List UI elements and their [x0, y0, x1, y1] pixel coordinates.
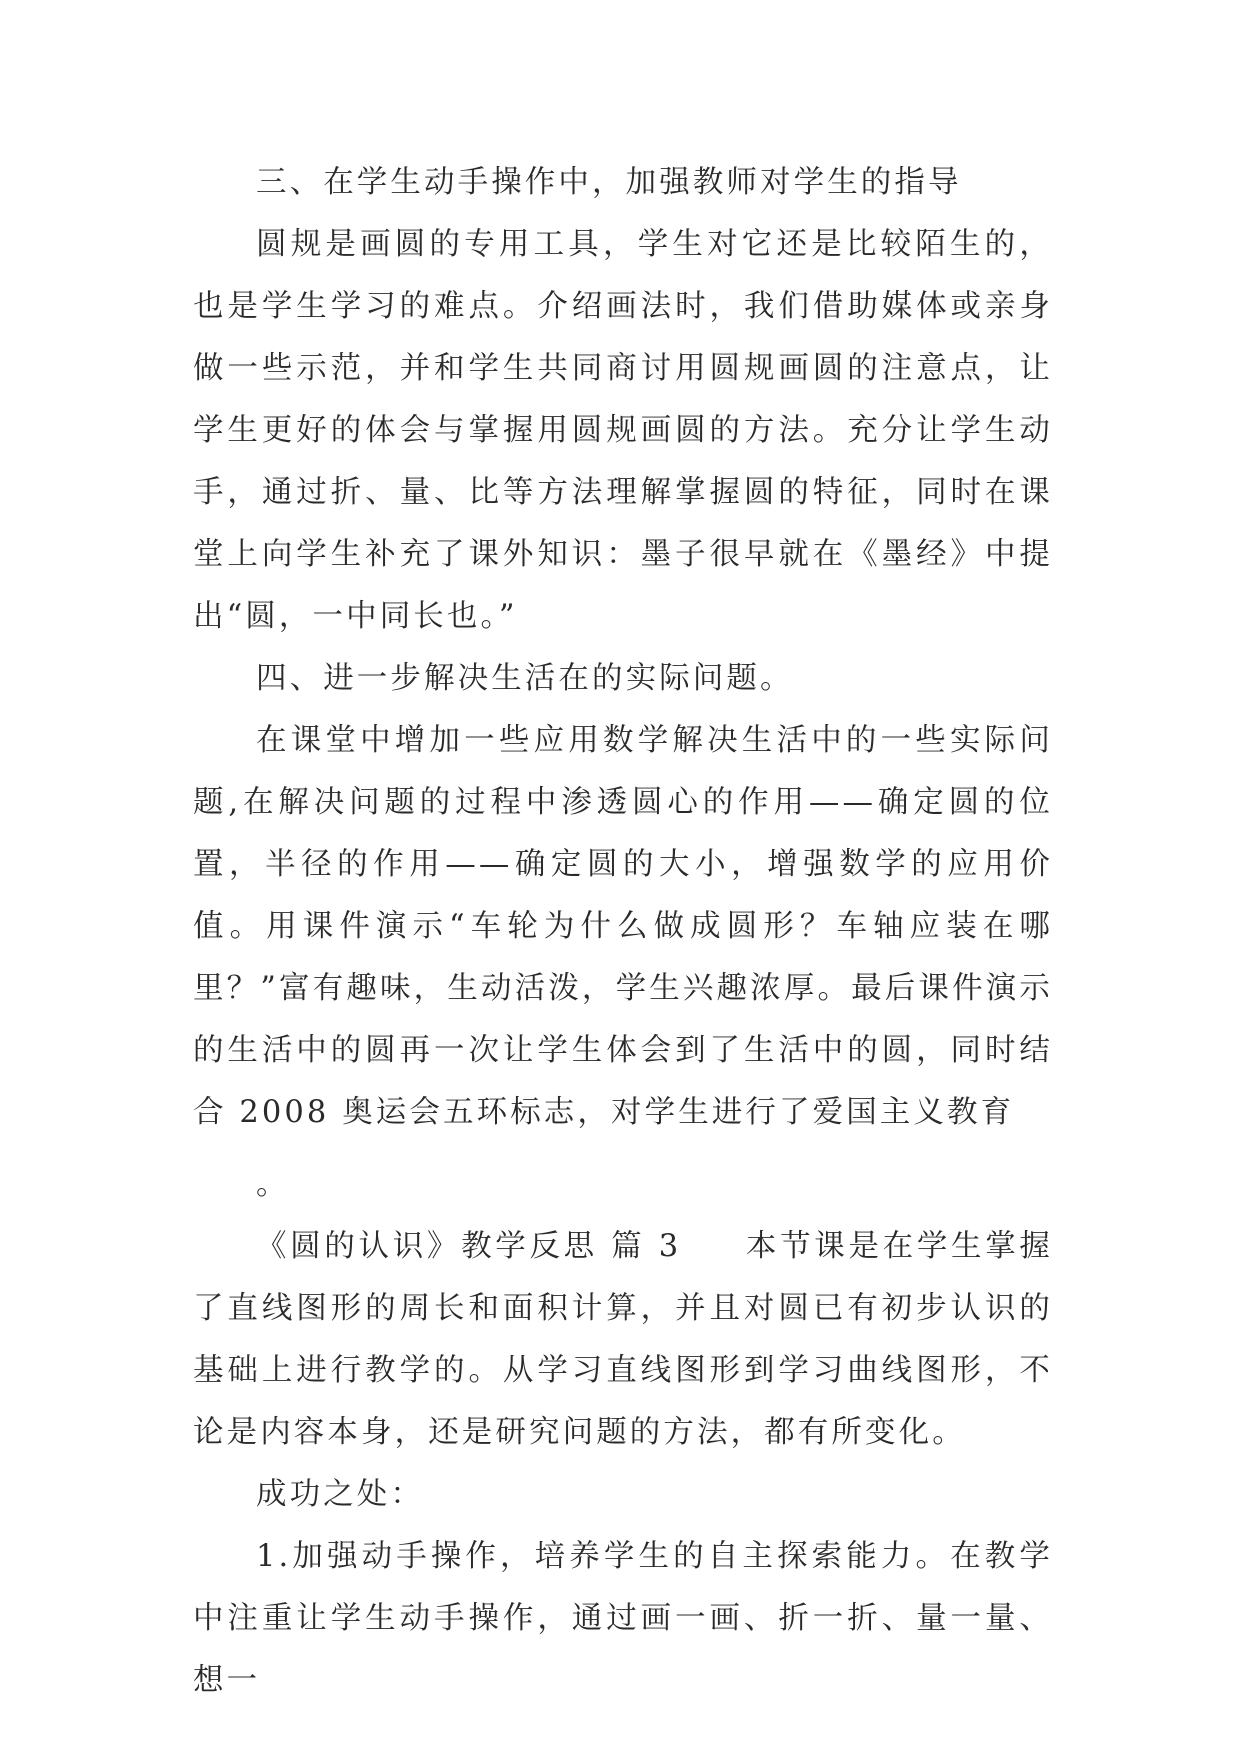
heading-section-four: 四、进一步解决生活在的实际问题。 — [256, 661, 794, 696]
point-one: 1.加强动手操作，培养学生的自主探索能力。在教学中注重让学生动手操作，通过画一画、折一折、量一量、想一 — [193, 1539, 1053, 1698]
paragraph-real-life: 在课堂中增加一些应用数学解决生活中的一些实际问题,在解决问题的过程中渗透圆心的作用——确定圆的位置，半径的作用——确定圆的大小，增强数学的应用价值。用课件演示“车轮为什么做成圆形？车轴应装在哪里？”富有趣味，生动活泼，学生兴趣浓厚。最后课件演示的生活中的圆再一次让学生体会到了生活中的圆，同时结合 2008 奥运会五环标志，对学生进行了爱国主义教育 — [193, 723, 1053, 1130]
lone-period: 。 — [256, 1167, 287, 1202]
article-intro-text: 本节课是在学生掌握了直线图形的周长和面积计算，并且对圆已有初步认识的基础上进行教学的。从学习直线图形到学习曲线图形，不论是内容本身，还是研究问题的方法，都有所变化。 — [193, 1229, 1053, 1450]
paragraph-compass: 圆规是画圆的专用工具，学生对它还是比较陌生的，也是学生学习的难点。介绍画法时，我们借助媒体或亲身做一些示范，并和学生共同商讨用圆规画圆的注意点，让学生更好的体会与掌握用圆规画圆的方法。充分让学生动手，通过折、量、比等方法理解掌握圆的特征，同时在课堂上向学生补充了课外知识：墨子很早就在《墨经》中提出“圆，一中同长也。” — [193, 227, 1053, 634]
success-heading: 成功之处： — [256, 1477, 424, 1512]
paragraph-article-intro — [193, 1216, 1053, 1464]
article-title: 《圆的认识》教学反思 篇 3 — [256, 1229, 682, 1264]
document-body — [193, 152, 1053, 1712]
heading-section-three: 三、在学生动手操作中，加强教师对学生的指导 — [256, 165, 962, 200]
